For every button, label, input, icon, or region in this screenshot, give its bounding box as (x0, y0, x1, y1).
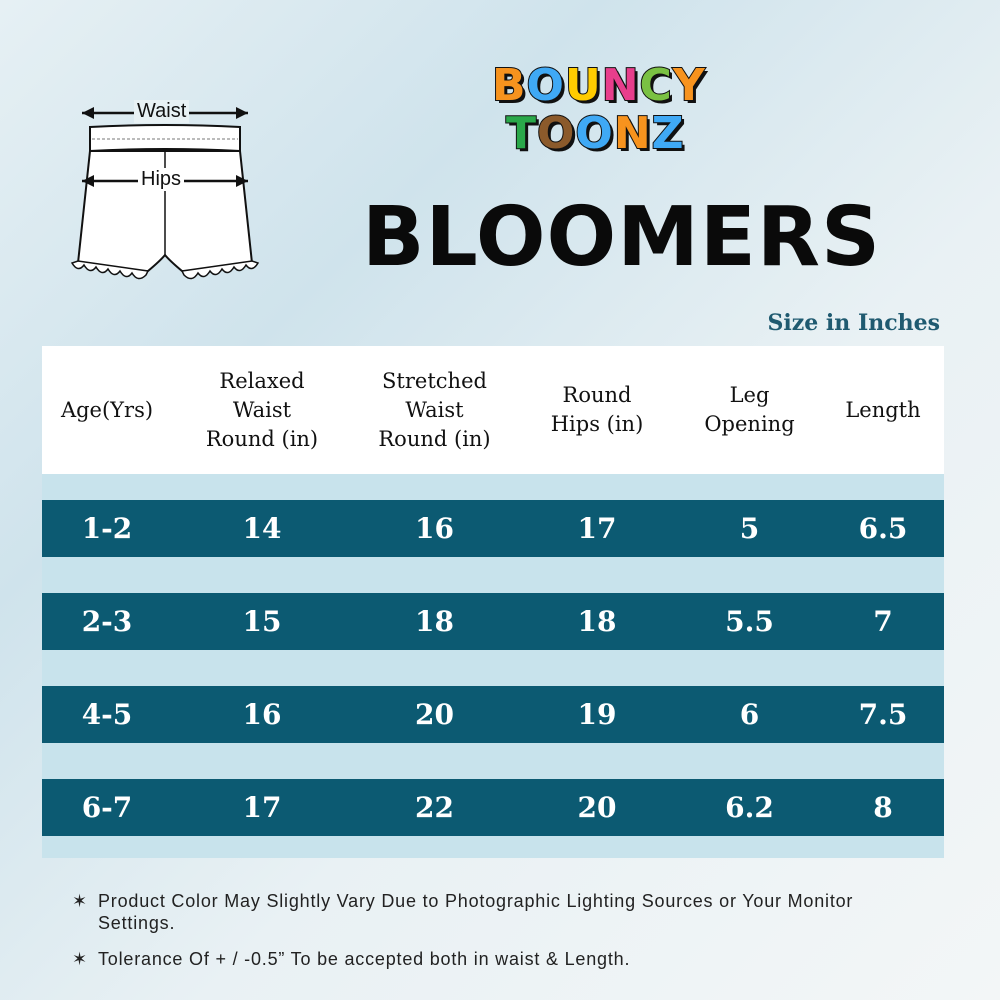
cell-round-hips: 19 (577, 698, 617, 731)
table-row (42, 686, 944, 743)
cell-leg-opening: 6.2 (725, 791, 774, 824)
note-item (72, 948, 872, 970)
logo-letter: Y (672, 60, 706, 111)
disclaimer-notes (72, 890, 872, 984)
logo-letter: N (601, 60, 640, 111)
table-row (42, 593, 944, 650)
note-text: Product Color May Slightly Vary Due to Photographic Lighting Sources or Your Monitor Settings. (98, 891, 854, 933)
logo-letter: U (564, 60, 602, 111)
logo-letter: Z (651, 108, 685, 159)
cell-relaxed-waist: 14 (242, 512, 282, 545)
cell-age: 1-2 (81, 512, 133, 545)
table-row (42, 500, 944, 557)
cell-length: 6.5 (858, 512, 908, 545)
bouncy-toonz-logo (492, 60, 706, 172)
logo-letter: O (575, 108, 614, 159)
cell-leg-opening: 6 (739, 698, 760, 731)
logo-letter: O (526, 60, 565, 111)
cell-relaxed-waist: 17 (242, 791, 282, 824)
cell-stretched-waist: 20 (415, 698, 454, 731)
note-item (72, 890, 872, 934)
star-bullet-icon: ✶ (72, 949, 88, 969)
bloomers-outline-icon (60, 95, 270, 295)
header-leg-opening: Leg Opening (704, 383, 795, 436)
cell-length: 7.5 (858, 698, 908, 731)
cell-round-hips: 18 (577, 605, 617, 638)
logo-line-2 (492, 110, 702, 158)
bloomers-diagram (60, 95, 270, 295)
size-caption: Size in Inches (767, 310, 940, 336)
size-chart-table (42, 346, 944, 858)
cell-relaxed-waist: 15 (242, 605, 282, 638)
cell-age: 6-7 (81, 791, 133, 824)
logo-letter: C (639, 60, 673, 111)
cell-stretched-waist: 22 (415, 791, 454, 824)
hips-label: Hips (138, 168, 184, 191)
star-bullet-icon: ✶ (72, 891, 88, 911)
waist-label: Waist (134, 100, 189, 123)
cell-round-hips: 17 (577, 512, 617, 545)
cell-round-hips: 20 (577, 791, 617, 824)
table-row (42, 779, 944, 836)
header-relaxed-waist: Relaxed Waist Round (in) (205, 368, 319, 451)
note-text: Tolerance Of + / -0.5” To be accepted both in waist & Length. (98, 949, 631, 969)
table-body (42, 474, 944, 858)
header-stretched-waist: Stretched Waist Round (in) (378, 368, 491, 451)
cell-length: 8 (873, 791, 893, 824)
cell-relaxed-waist: 16 (242, 698, 282, 731)
logo-letter: T (506, 108, 538, 159)
cell-leg-opening: 5 (739, 512, 760, 545)
cell-length: 7 (873, 605, 893, 638)
cell-age: 2-3 (81, 605, 133, 638)
table-header (42, 346, 944, 474)
logo-letter: N (613, 108, 652, 159)
logo-line-1 (492, 60, 706, 111)
logo-letter: B (492, 60, 527, 111)
cell-leg-opening: 5.5 (725, 605, 774, 638)
header-age: Age(Yrs) (60, 397, 154, 422)
cell-stretched-waist: 16 (415, 512, 454, 545)
header-length: Length (845, 397, 921, 422)
logo-letter: O (537, 108, 576, 159)
header-round-hips: Round Hips (in) (550, 383, 644, 436)
cell-stretched-waist: 18 (415, 605, 454, 638)
cell-age: 4-5 (81, 698, 133, 731)
page-title: BLOOMERS (362, 190, 882, 285)
